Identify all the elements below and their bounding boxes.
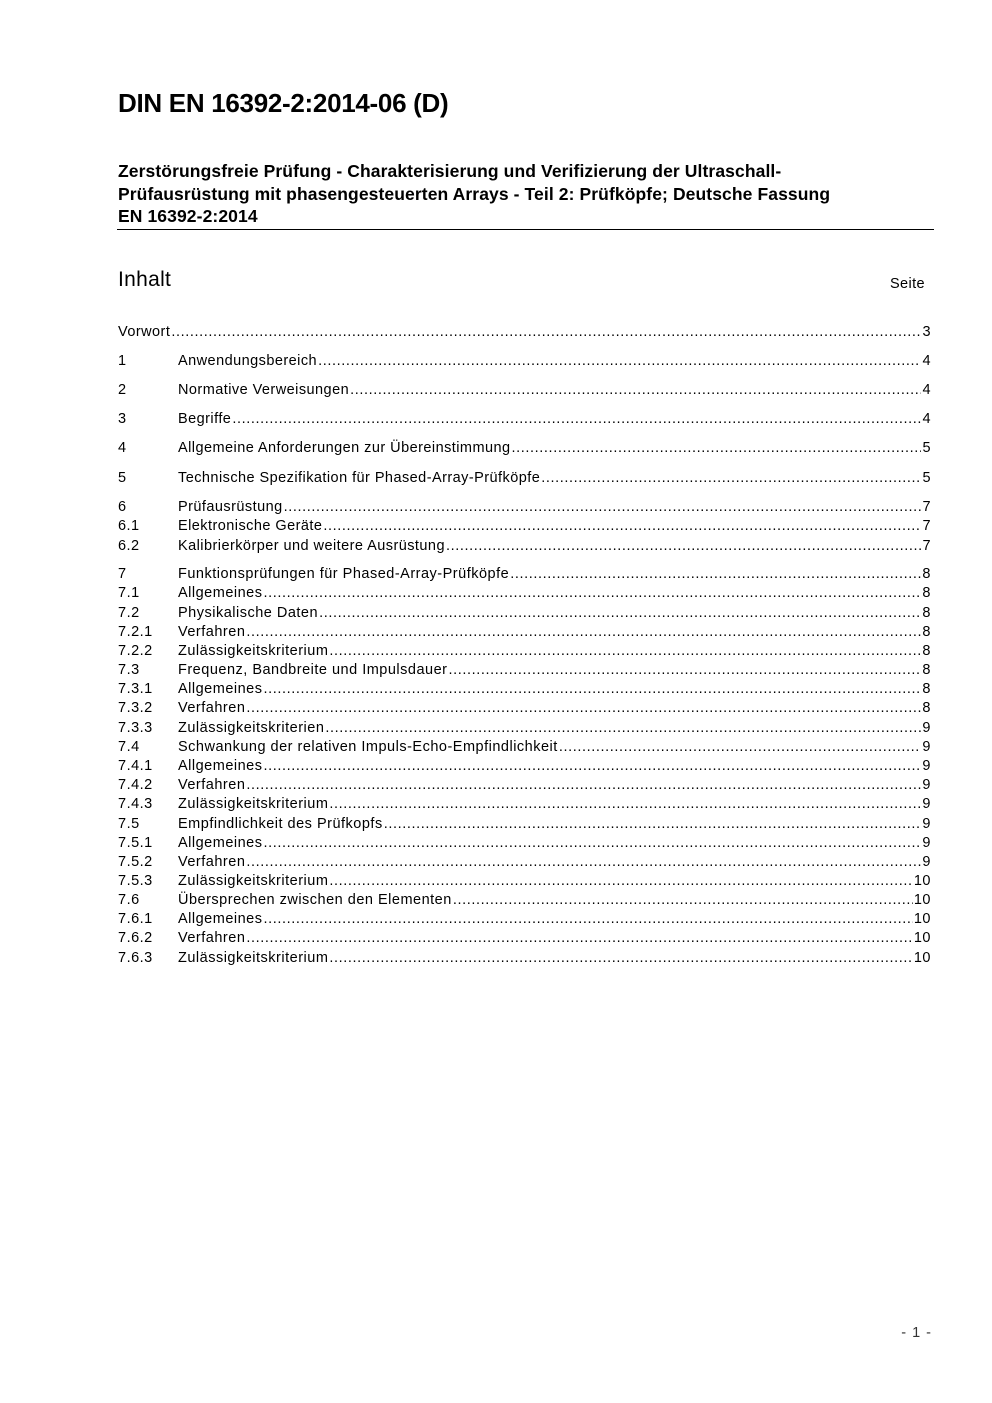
toc-entry[interactable] bbox=[118, 911, 931, 930]
toc-entry-number: 7.5.1 bbox=[118, 835, 153, 851]
toc-entry[interactable] bbox=[118, 777, 931, 796]
toc-dot-leader bbox=[319, 605, 921, 621]
toc-entry[interactable] bbox=[118, 930, 931, 949]
toc-entry-page: 10 bbox=[913, 911, 931, 927]
toc-entry-title: Funktionsprüfungen für Phased-Array-Prüfköpfe bbox=[178, 566, 510, 582]
toc-entry[interactable] bbox=[118, 662, 931, 681]
toc-entry[interactable] bbox=[118, 873, 931, 892]
toc-dot-leader bbox=[449, 662, 922, 678]
toc-entry[interactable] bbox=[118, 854, 931, 873]
toc-dot-leader bbox=[264, 911, 913, 927]
toc-dot-leader bbox=[246, 700, 921, 716]
subtitle-line: Prüfausrüstung mit phasengesteuerten Arrays - Teil 2: Prüfköpfe; Deutsche Fassung bbox=[118, 183, 831, 204]
toc-dot-leader bbox=[329, 873, 912, 889]
toc-entry-title: Zulässigkeitskriterium bbox=[178, 643, 329, 659]
toc-entry-page: 10 bbox=[913, 930, 931, 946]
toc-dot-leader bbox=[384, 816, 922, 832]
toc-entry[interactable] bbox=[118, 518, 931, 537]
toc-entry-page: 8 bbox=[922, 643, 931, 659]
toc-entry-title: Allgemeine Anforderungen zur Übereinstimmung bbox=[178, 440, 511, 456]
toc-entry-number: 1 bbox=[118, 353, 127, 369]
toc-entry[interactable] bbox=[118, 566, 931, 585]
toc-dot-leader bbox=[510, 566, 921, 582]
toc-dot-leader bbox=[246, 777, 921, 793]
toc-entry-title: Zulässigkeitskriterium bbox=[178, 950, 329, 966]
toc-dot-leader bbox=[325, 720, 921, 736]
toc-entry-page: 9 bbox=[922, 758, 931, 774]
toc-entry[interactable] bbox=[118, 739, 931, 758]
toc-entry-page: 8 bbox=[922, 681, 931, 697]
toc-dot-leader bbox=[446, 538, 922, 554]
toc-entry[interactable] bbox=[118, 538, 931, 557]
toc-dot-leader bbox=[329, 643, 921, 659]
toc-entry-page: 9 bbox=[922, 816, 931, 832]
toc-entry[interactable] bbox=[118, 382, 931, 401]
toc-entry-number: 7.4.1 bbox=[118, 758, 153, 774]
toc-dot-leader bbox=[246, 854, 921, 870]
toc-entry-title: Prüfausrüstung bbox=[178, 499, 283, 515]
toc-entry-page: 10 bbox=[913, 950, 931, 966]
toc-entry-title: Schwankung der relativen Impuls-Echo-Empfindlichkeit bbox=[178, 739, 558, 755]
toc-entry[interactable] bbox=[118, 758, 931, 777]
toc-dot-leader bbox=[329, 796, 921, 812]
title-divider bbox=[117, 229, 934, 230]
toc-entry[interactable] bbox=[118, 605, 931, 624]
toc-entry-page: 7 bbox=[922, 499, 931, 515]
toc-entry[interactable] bbox=[118, 700, 931, 719]
toc-dot-leader bbox=[559, 739, 922, 755]
toc-entry-page: 7 bbox=[922, 518, 931, 534]
toc-entry-page: 4 bbox=[922, 411, 931, 427]
toc-entry[interactable] bbox=[118, 681, 931, 700]
toc-entry[interactable] bbox=[118, 499, 931, 518]
toc-dot-leader bbox=[323, 518, 921, 534]
toc-entry[interactable] bbox=[118, 816, 931, 835]
toc-entry-title: Zulässigkeitskriterien bbox=[178, 720, 325, 736]
toc-entry-number: 7.2 bbox=[118, 605, 140, 621]
toc-entry-number: 4 bbox=[118, 440, 127, 456]
toc-entry-title: Verfahren bbox=[178, 930, 246, 946]
toc-entry-page: 7 bbox=[922, 538, 931, 554]
toc-entry[interactable] bbox=[118, 411, 931, 430]
toc-entry-title: Frequenz, Bandbreite und Impulsdauer bbox=[178, 662, 448, 678]
toc-entry-title: Empfindlichkeit des Prüfkopfs bbox=[178, 816, 383, 832]
document-title: DIN EN 16392-2:2014-06 (D) bbox=[118, 88, 449, 118]
toc-entry-title: Zulässigkeitskriterium bbox=[178, 796, 329, 812]
toc-entry-number: 6.2 bbox=[118, 538, 140, 554]
toc-entry[interactable] bbox=[118, 624, 931, 643]
toc-entry-number: 7.1 bbox=[118, 585, 140, 601]
toc-entry-number: 7.6 bbox=[118, 892, 140, 908]
toc-entry-page: 9 bbox=[922, 777, 931, 793]
toc-entry[interactable] bbox=[118, 643, 931, 662]
toc-entry-title: Vorwort bbox=[118, 324, 171, 340]
toc-entry-title: Allgemeines bbox=[178, 911, 263, 927]
toc-entry-page: 5 bbox=[922, 470, 931, 486]
toc-entry-number: 7.3.1 bbox=[118, 681, 153, 697]
toc-entry-number: 7.3.2 bbox=[118, 700, 153, 716]
toc-entry-number: 7.4.2 bbox=[118, 777, 153, 793]
toc-entry-page: 4 bbox=[922, 382, 931, 398]
toc-entry-title: Elektronische Geräte bbox=[178, 518, 323, 534]
toc-dot-leader bbox=[246, 930, 912, 946]
toc-entry-number: 7.6.1 bbox=[118, 911, 153, 927]
toc-entry-number: 7.6.2 bbox=[118, 930, 153, 946]
toc-entry-number: 7.3.3 bbox=[118, 720, 153, 736]
subtitle-line: EN 16392-2:2014 bbox=[118, 206, 258, 226]
toc-entry[interactable] bbox=[118, 835, 931, 854]
toc-entry-number: 7.5.3 bbox=[118, 873, 153, 889]
toc-entry-page: 8 bbox=[922, 605, 931, 621]
toc-entry-title: Verfahren bbox=[178, 700, 246, 716]
toc-entry-page: 5 bbox=[922, 440, 931, 456]
toc-entry-title: Allgemeines bbox=[178, 758, 263, 774]
toc-entry-number: 7.5 bbox=[118, 816, 140, 832]
toc-entry-title: Normative Verweisungen bbox=[178, 382, 350, 398]
toc-entry-page: 9 bbox=[922, 739, 931, 755]
toc-entry-number: 3 bbox=[118, 411, 127, 427]
toc-entry-number: 7.4.3 bbox=[118, 796, 153, 812]
toc-entry-page: 9 bbox=[922, 796, 931, 812]
page-number-footer: - 1 - bbox=[901, 1325, 932, 1341]
toc-entry-title: Übersprechen zwischen den Elementen bbox=[178, 892, 452, 908]
toc-entry-page: 8 bbox=[922, 700, 931, 716]
toc-entry[interactable] bbox=[118, 440, 931, 459]
toc-entry-title: Technische Spezifikation für Phased-Array-Prüfköpfe bbox=[178, 470, 541, 486]
toc-entry-number: 6.1 bbox=[118, 518, 140, 534]
toc-dot-leader bbox=[264, 681, 922, 697]
toc-entry-page: 9 bbox=[922, 835, 931, 851]
toc-entry[interactable] bbox=[118, 324, 931, 343]
toc-dot-leader bbox=[264, 835, 922, 851]
toc-entry-number: 7.6.3 bbox=[118, 950, 153, 966]
toc-entry[interactable] bbox=[118, 720, 931, 739]
toc-entry-page: 8 bbox=[922, 585, 931, 601]
toc-entry-title: Zulässigkeitskriterium bbox=[178, 873, 329, 889]
toc-dot-leader bbox=[264, 758, 922, 774]
toc-entry-title: Verfahren bbox=[178, 777, 246, 793]
toc-entry[interactable] bbox=[118, 796, 931, 815]
toc-entry-title: Allgemeines bbox=[178, 835, 263, 851]
toc-entry-number: 7.3 bbox=[118, 662, 140, 678]
toc-entry-page: 9 bbox=[922, 720, 931, 736]
toc-entry-page: 8 bbox=[922, 662, 931, 678]
toc-dot-leader bbox=[512, 440, 922, 456]
toc-entry-number: 7.4 bbox=[118, 739, 140, 755]
toc-dot-leader bbox=[453, 892, 913, 908]
toc-dot-leader bbox=[171, 324, 921, 340]
toc-entry-number: 7 bbox=[118, 566, 127, 582]
toc-dot-leader bbox=[318, 353, 921, 369]
toc-entry-page: 9 bbox=[922, 854, 931, 870]
toc-entry-page: 8 bbox=[922, 624, 931, 640]
toc-dot-leader bbox=[350, 382, 921, 398]
toc-entry-title: Verfahren bbox=[178, 624, 246, 640]
toc-dot-leader bbox=[541, 470, 921, 486]
toc-entry-title: Anwendungsbereich bbox=[178, 353, 318, 369]
toc-entry-number: 6 bbox=[118, 499, 127, 515]
toc-entry[interactable] bbox=[118, 470, 931, 489]
toc-entry[interactable] bbox=[118, 353, 931, 372]
toc-entry-page: 10 bbox=[913, 873, 931, 889]
toc-dot-leader bbox=[284, 499, 922, 515]
toc-entry-title: Allgemeines bbox=[178, 585, 263, 601]
toc-entry-page: 10 bbox=[913, 892, 931, 908]
toc-entry[interactable] bbox=[118, 585, 931, 604]
toc-entry-title: Kalibrierkörper und weitere Ausrüstung bbox=[178, 538, 445, 554]
toc-entry-number: 7.2.1 bbox=[118, 624, 153, 640]
toc-dot-leader bbox=[232, 411, 921, 427]
toc-entry-page: 4 bbox=[922, 353, 931, 369]
toc-entry-number: 5 bbox=[118, 470, 127, 486]
toc-dot-leader bbox=[329, 950, 912, 966]
toc-heading: Inhalt bbox=[118, 268, 172, 291]
toc-entry[interactable] bbox=[118, 950, 931, 969]
toc-entry-page: 3 bbox=[922, 324, 931, 340]
toc-dot-leader bbox=[264, 585, 922, 601]
subtitle-line: Zerstörungsfreie Prüfung - Charakterisierung und Verifizierung der Ultraschall- bbox=[118, 161, 782, 181]
toc-entry-number: 7.2.2 bbox=[118, 643, 153, 659]
toc-entry-number: 2 bbox=[118, 382, 127, 398]
toc-entry-title: Begriffe bbox=[178, 411, 232, 427]
toc-entry-title: Allgemeines bbox=[178, 681, 263, 697]
toc-entry-number: 7.5.2 bbox=[118, 854, 153, 870]
toc-entry-title: Physikalische Daten bbox=[178, 605, 319, 621]
toc-dot-leader bbox=[246, 624, 921, 640]
toc-page-column-label: Seite bbox=[889, 276, 925, 292]
toc-entry-page: 8 bbox=[922, 566, 931, 582]
toc-entry[interactable] bbox=[118, 892, 931, 911]
document-subtitle bbox=[118, 160, 933, 228]
toc-entry-title: Verfahren bbox=[178, 854, 246, 870]
